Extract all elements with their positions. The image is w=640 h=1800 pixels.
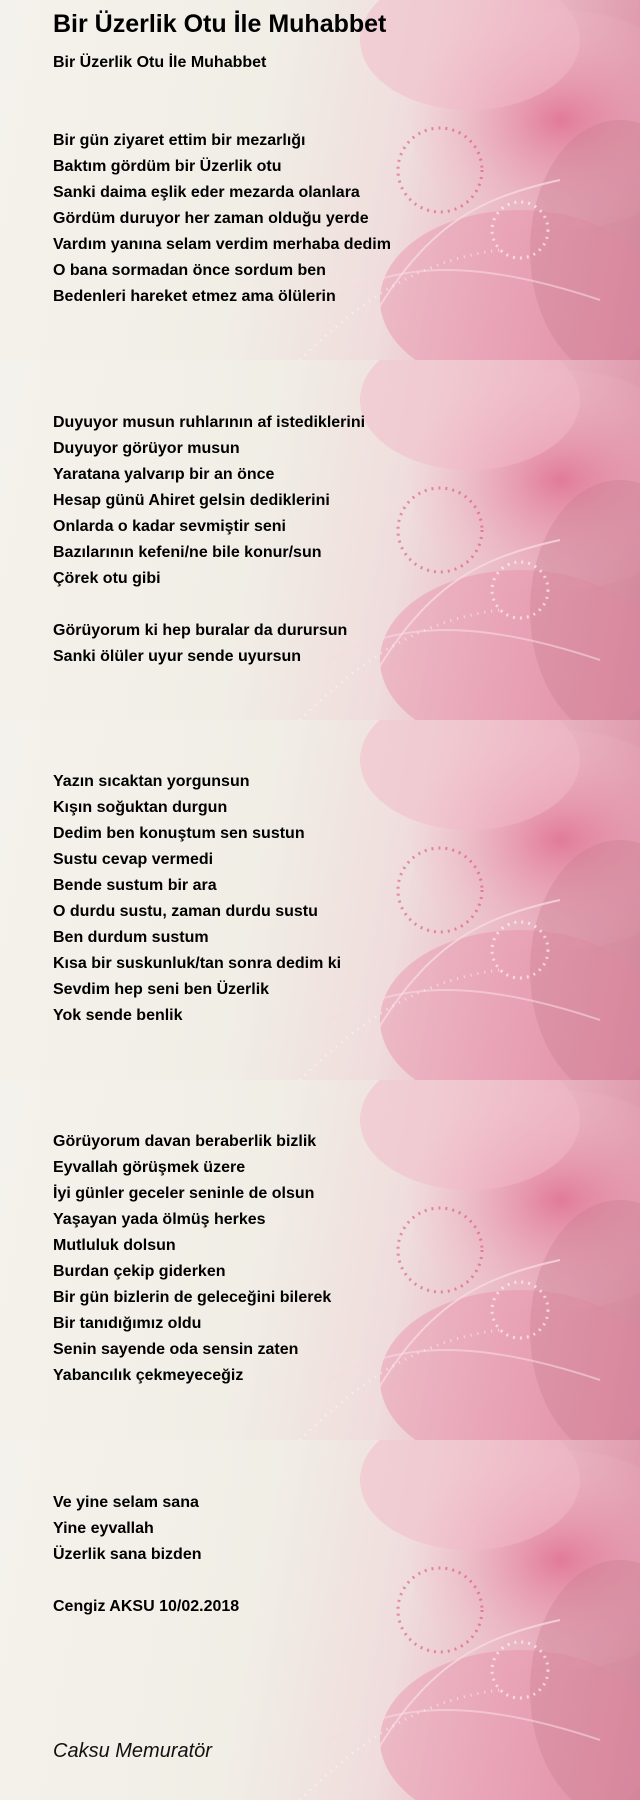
poem-line: Çörek otu gibi [53, 570, 161, 587]
poem-line: Kışın soğuktan durgun [53, 799, 228, 816]
poem-line: Görüyorum davan beraberlik bizlik [53, 1133, 317, 1150]
poem-line: Sanki ölüler uyur sende uyursun [53, 648, 302, 665]
poem-line: Mutluluk dolsun [53, 1237, 176, 1254]
poem-line: Eyvallah görüşmek üzere [53, 1159, 246, 1176]
poem-line: Bir tanıdığımız oldu [53, 1315, 202, 1332]
poem-line: Bende sustum bir ara [53, 877, 217, 894]
poem-line: Ben durdum sustum [53, 929, 209, 946]
poem-line: İyi günler geceler seninle de olsun [53, 1185, 315, 1202]
poem-line: Cengiz AKSU 10/02.2018 [53, 1598, 240, 1615]
poem-line: Ve yine selam sana [53, 1494, 199, 1511]
poem-line: Hesap günü Ahiret gelsin dediklerini [53, 492, 330, 509]
poem-line: O durdu sustu, zaman durdu sustu [53, 903, 318, 920]
poem-line: Üzerlik sana bizden [53, 1546, 202, 1563]
poem-line: Senin sayende oda sensin zaten [53, 1341, 299, 1358]
poem-line: Duyuyor görüyor musun [53, 440, 240, 457]
poem-line: Sevdim hep seni ben Üzerlik [53, 981, 270, 998]
poem-line: Onlarda o kadar sevmiştir seni [53, 518, 286, 535]
poem-line: Yine eyvallah [53, 1520, 154, 1537]
poem-line: Yok sende benlik [53, 1007, 183, 1024]
poem-line: O bana sormadan önce sordum ben [53, 262, 326, 279]
poem-line: Dedim ben konuştum sen sustun [53, 825, 305, 842]
poem-line: Yazın sıcaktan yorgunsun [53, 773, 250, 790]
poem-line: Görüyorum ki hep buralar da durursun [53, 622, 348, 639]
poem-line: Kısa bir suskunluk/tan sonra dedim ki [53, 955, 342, 972]
poem-line: Bazılarının kefeni/ne bile konur/sun [53, 544, 322, 561]
poem-title: Bir Üzerlik Otu İle Muhabbet [53, 10, 387, 38]
poem-line: Sustu cevap vermedi [53, 851, 214, 868]
poem-line: Yabancılık çekmeyeceğiz [53, 1367, 244, 1384]
poem-line: Yaratana yalvarıp bir an önce [53, 466, 275, 483]
poem-line: Yaşayan yada ölmüş herkes [53, 1211, 266, 1228]
poem-subtitle: Bir Üzerlik Otu İle Muhabbet [53, 54, 267, 71]
poem-line: Bedenleri hareket etmez ama ölülerin [53, 288, 336, 305]
poem-line: Baktım gördüm bir Üzerlik otu [53, 158, 282, 175]
poem-line: Sanki daima eşlik eder mezarda olanlara [53, 184, 360, 201]
poem-line: Duyuyor musun ruhlarının af istediklerini [53, 414, 366, 431]
poem-line: Bir gün bizlerin de geleceğini bilerek [53, 1289, 332, 1306]
author-signature: Caksu Memuratör [53, 1740, 212, 1762]
poem-line: Gördüm duruyor her zaman olduğu yerde [53, 210, 369, 227]
poem-line: Burdan çekip giderken [53, 1263, 226, 1280]
poem-line: Bir gün ziyaret ettim bir mezarlığı [53, 132, 306, 149]
poem-line: Vardım yanına selam verdim merhaba dedim [53, 236, 391, 253]
